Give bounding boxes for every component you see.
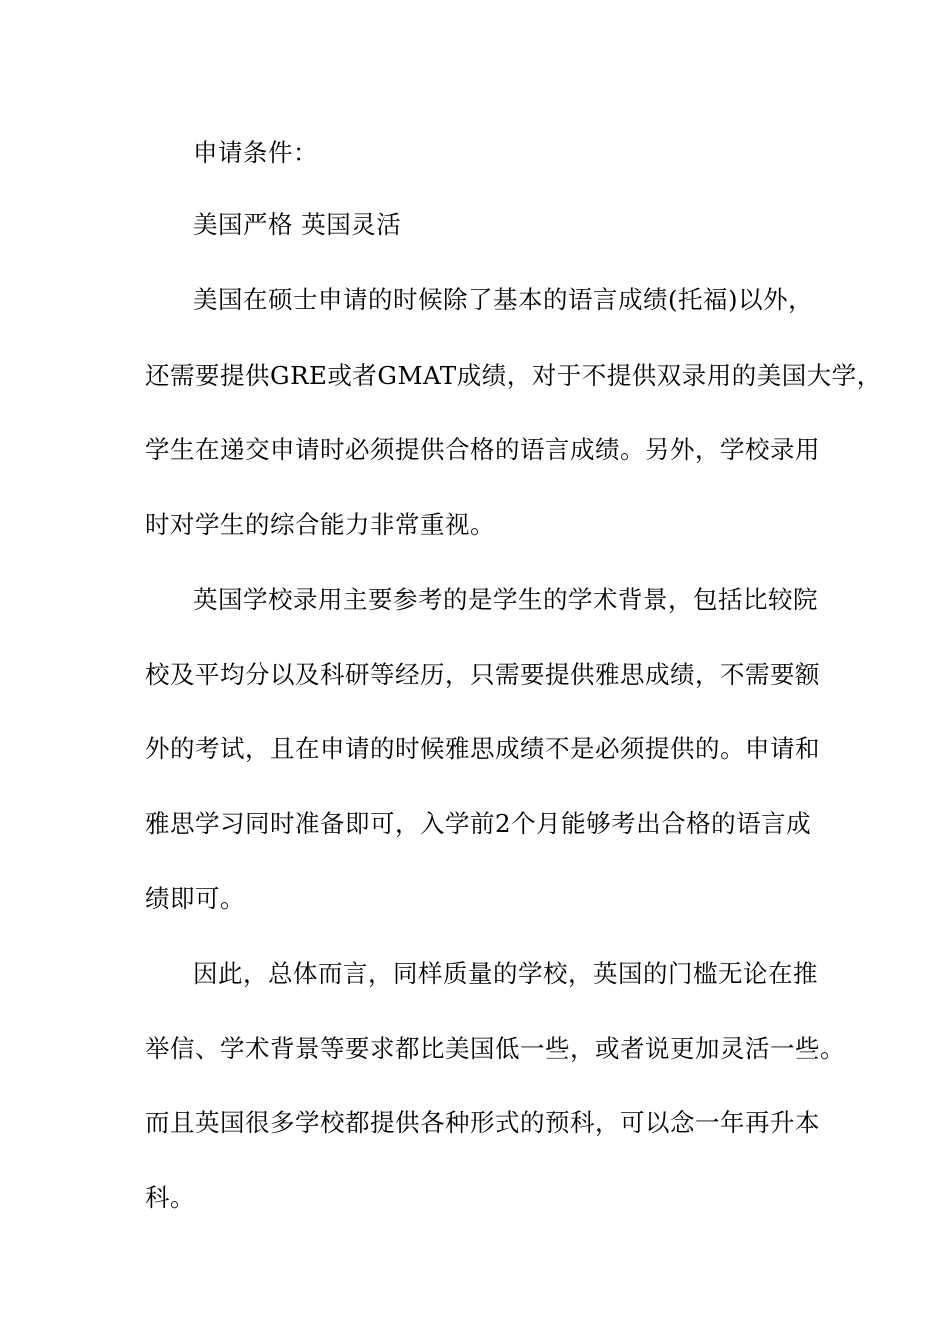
paragraph-line: 雅思学习同时准备即可，入学前2个月能够考出合格的语言成 [145, 809, 812, 838]
paragraph-line: 绩即可。 [145, 884, 245, 913]
paragraph-line: 因此，总体而言，同样质量的学校，英国的门槛无论在推 [193, 959, 818, 988]
paragraph-line: 美国在硕士申请的时候除了基本的语言成绩(托福)以外， [193, 285, 814, 314]
paragraph-line: 而且英国很多学校都提供各种形式的预科，可以念一年再升本 [145, 1108, 820, 1137]
paragraph-line: 英国学校录用主要参考的是学生的学术背景，包括比较院 [193, 585, 818, 614]
paragraph-line: 外的考试，且在申请的时候雅思成绩不是必须提供的。申请和 [145, 734, 820, 763]
paragraph-line: 还需要提供GRE或者GMAT成绩，对于不提供双录用的美国大学， [145, 361, 882, 390]
paragraph-line: 科。 [145, 1183, 195, 1212]
paragraph-line: 学生在递交申请时必须提供合格的语言成绩。另外，学校录用 [145, 435, 820, 464]
section-subheading: 美国严格 英国灵活 [193, 210, 402, 239]
paragraph-line: 举信、学术背景等要求都比美国低一些，或者说更加灵活一些。 [145, 1034, 845, 1063]
section-heading: 申请条件： [193, 138, 318, 167]
paragraph-line: 时对学生的综合能力非常重视。 [145, 510, 495, 539]
paragraph-line: 校及平均分以及科研等经历，只需要提供雅思成绩，不需要额 [145, 660, 820, 689]
